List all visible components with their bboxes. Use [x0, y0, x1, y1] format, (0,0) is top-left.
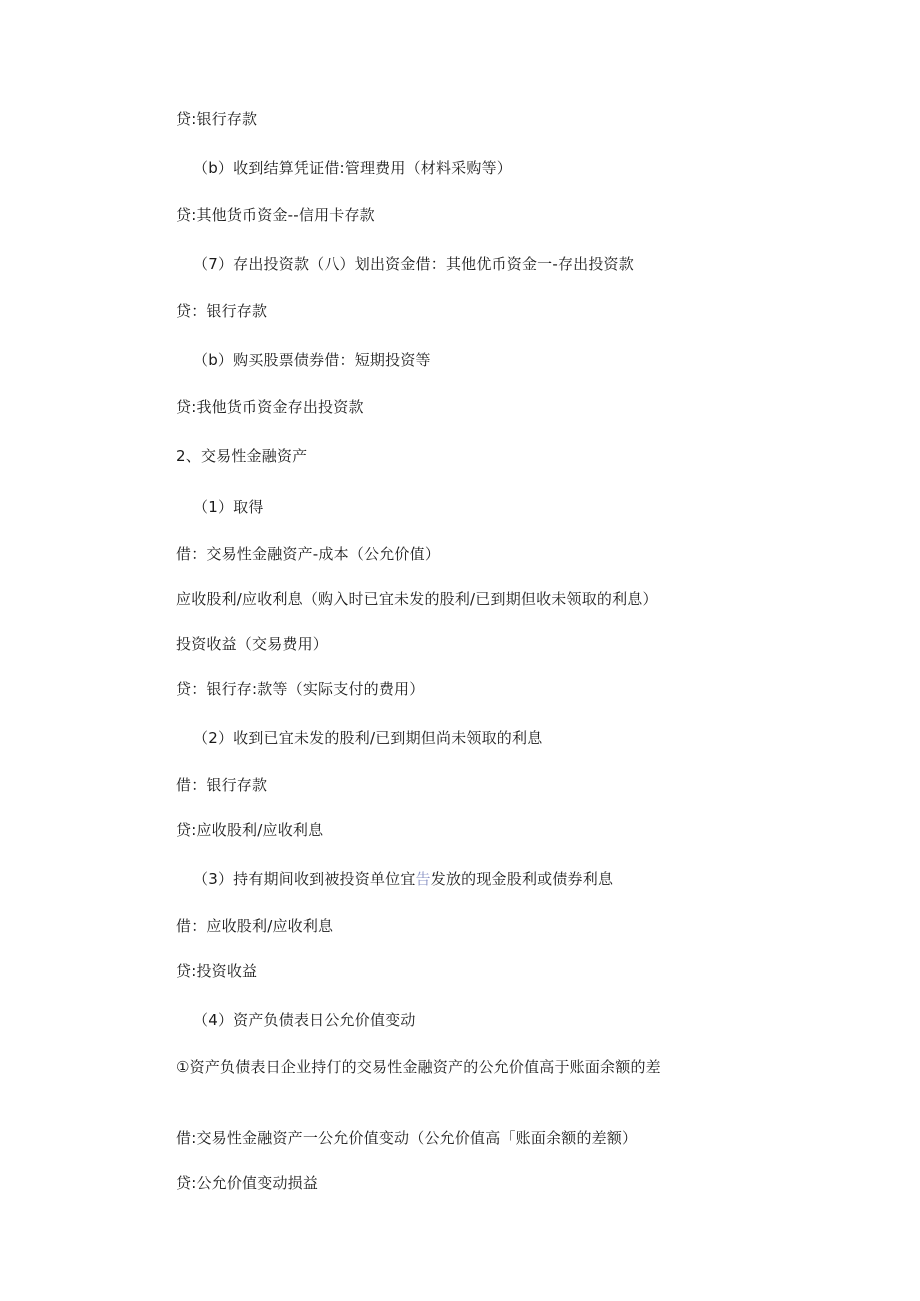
- text-line-9: （1）取得: [193, 498, 264, 516]
- text-line-22: 借:交易性金融资产一公允价值变动（公允价值高「账面余额的差额）: [176, 1129, 638, 1147]
- text-line-3: 贷:其他货币资金--信用卡存款: [176, 206, 375, 224]
- text-line-17-before: （3）持有期间收到被投资单位宜: [193, 870, 416, 888]
- text-line-2: （b）收到结算凭证借:管理费用（材料采购等）: [193, 159, 512, 177]
- text-line-19: 贷:投资收益: [176, 962, 258, 980]
- text-line-14: （2）收到已宜未发的股利/已到期但尚未领取的利息: [193, 729, 543, 747]
- text-line-10: 借：交易性金融资产-成本（公允价值）: [176, 545, 441, 563]
- text-line-11: 应收股利/应收利息（购入时已宜未发的股利/已到期但收未领取的利息）: [176, 590, 658, 608]
- text-line-21: ①资产负债表日企业持仃的交易性金融资产的公允价值高于账面余额的差: [176, 1058, 661, 1076]
- text-line-17-highlight: 告: [415, 870, 431, 888]
- text-line-7: 贷:我他货币资金存出投资款: [176, 398, 364, 416]
- text-line-1: 贷:银行存款: [176, 110, 258, 128]
- text-line-5: 贷：银行存款: [176, 302, 268, 320]
- section-heading: 2、交易性金融资产: [176, 447, 308, 465]
- text-line-16: 贷:应收股利/应收利息: [176, 821, 324, 839]
- text-line-20: （4）资产负债表日公允价值变动: [193, 1011, 416, 1029]
- text-line-23: 贷:公允价值变动损益: [176, 1174, 319, 1192]
- text-line-18: 借：应收股利/应收利息: [176, 917, 334, 935]
- text-line-4: （7）存出投资款（八）划出资金借：其他优币资金一-存出投资款: [193, 255, 634, 273]
- text-line-12: 投资收益（交易费用）: [176, 635, 329, 653]
- text-line-6: （b）购买股票债券借：短期投资等: [193, 351, 431, 369]
- text-line-15: 借：银行存款: [176, 776, 268, 794]
- text-line-17: [193, 869, 613, 889]
- text-line-17-after: 发放的现金股利或债券利息: [430, 870, 614, 888]
- text-line-13: 贷：银行存:款等（实际支付的费用）: [176, 680, 425, 698]
